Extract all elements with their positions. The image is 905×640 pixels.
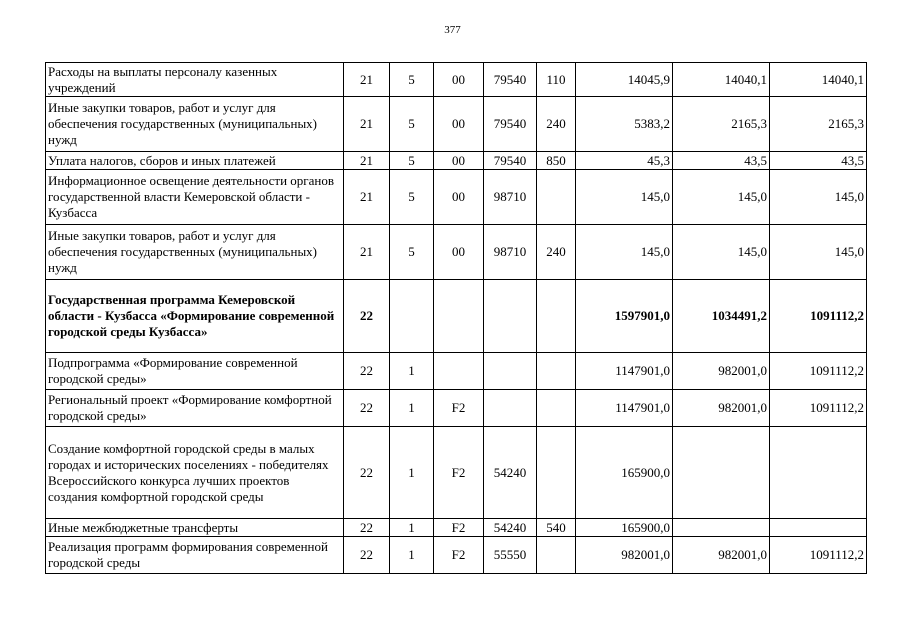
code-type: 850 [537,152,576,170]
table-row [46,225,867,280]
code-subprogram: 1 [390,390,434,427]
code-expense: 79540 [484,63,537,97]
code-direction: 00 [434,225,484,280]
code-type [537,390,576,427]
code-subprogram [390,280,434,353]
value-year-2: 43,5 [673,152,770,170]
row-name: Создание комфортной городской среды в малых городах и исторических поселениях - победителях Всероссийского конкурса лучших проектов создания комфортной городской среды [46,427,344,519]
value-year-2: 145,0 [673,225,770,280]
value-year-2 [673,427,770,519]
table-row [46,427,867,519]
row-name: Информационное освещение деятельности органов государственной власти Кемеровской области - Кузбасса [46,170,344,225]
value-year-3: 43,5 [770,152,867,170]
row-name: Иные межбюджетные трансферты [46,519,344,537]
value-year-1: 5383,2 [576,97,673,152]
value-year-3: 1091112,2 [770,390,867,427]
table-row [46,537,867,574]
code-subprogram: 1 [390,353,434,390]
code-subprogram: 1 [390,519,434,537]
code-type [537,537,576,574]
code-direction: F2 [434,390,484,427]
code-type [537,280,576,353]
value-year-3: 145,0 [770,170,867,225]
code-program: 22 [344,537,390,574]
code-type [537,427,576,519]
code-subprogram: 5 [390,152,434,170]
row-name: Подпрограмма «Формирование современной городской среды» [46,353,344,390]
code-expense: 79540 [484,152,537,170]
code-direction: 00 [434,170,484,225]
value-year-1: 982001,0 [576,537,673,574]
budget-table [45,62,867,574]
table-row [46,519,867,537]
code-type: 540 [537,519,576,537]
code-program: 21 [344,152,390,170]
value-year-2: 145,0 [673,170,770,225]
value-year-3: 1091112,2 [770,353,867,390]
code-expense: 79540 [484,97,537,152]
code-expense: 55550 [484,537,537,574]
code-type: 240 [537,97,576,152]
value-year-2: 1034491,2 [673,280,770,353]
row-name: Иные закупки товаров, работ и услуг для обеспечения государственных (муниципальных) нужд [46,97,344,152]
value-year-1: 45,3 [576,152,673,170]
value-year-2: 982001,0 [673,537,770,574]
code-program: 21 [344,63,390,97]
value-year-1: 145,0 [576,170,673,225]
code-expense: 98710 [484,225,537,280]
row-name: Расходы на выплаты персоналу казенных учреждений [46,63,344,97]
code-direction: 00 [434,63,484,97]
table-row [46,170,867,225]
row-name: Региональный проект «Формирование комфортной городской среды» [46,390,344,427]
code-type [537,353,576,390]
value-year-1: 165900,0 [576,427,673,519]
code-subprogram: 5 [390,97,434,152]
code-program: 22 [344,519,390,537]
table-row [46,280,867,353]
code-type: 110 [537,63,576,97]
code-program: 22 [344,427,390,519]
code-program: 22 [344,353,390,390]
code-program: 21 [344,170,390,225]
value-year-1: 1147901,0 [576,353,673,390]
row-name: Уплата налогов, сборов и иных платежей [46,152,344,170]
code-direction [434,353,484,390]
code-direction: F2 [434,427,484,519]
code-subprogram: 5 [390,170,434,225]
value-year-3: 145,0 [770,225,867,280]
value-year-1: 1147901,0 [576,390,673,427]
code-subprogram: 1 [390,427,434,519]
value-year-2: 982001,0 [673,353,770,390]
code-program: 22 [344,390,390,427]
code-direction: F2 [434,537,484,574]
code-expense [484,390,537,427]
value-year-2: 2165,3 [673,97,770,152]
code-program: 21 [344,97,390,152]
value-year-2: 14040,1 [673,63,770,97]
code-expense: 54240 [484,519,537,537]
code-subprogram: 5 [390,225,434,280]
value-year-3: 14040,1 [770,63,867,97]
row-name: Государственная программа Кемеровской области - Кузбасса «Формирование современной городской среды Кузбасса» [46,280,344,353]
budget-table-body [46,63,867,574]
value-year-1: 145,0 [576,225,673,280]
table-row [46,152,867,170]
value-year-3 [770,519,867,537]
value-year-1: 14045,9 [576,63,673,97]
table-row [46,97,867,152]
row-name: Иные закупки товаров, работ и услуг для обеспечения государственных (муниципальных) нужд [46,225,344,280]
code-program: 21 [344,225,390,280]
value-year-3: 1091112,2 [770,537,867,574]
code-expense [484,353,537,390]
table-row [46,353,867,390]
value-year-2 [673,519,770,537]
code-subprogram: 5 [390,63,434,97]
code-type: 240 [537,225,576,280]
code-expense: 98710 [484,170,537,225]
table-row [46,63,867,97]
value-year-3 [770,427,867,519]
code-type [537,170,576,225]
value-year-1: 1597901,0 [576,280,673,353]
table-row [46,390,867,427]
code-program: 22 [344,280,390,353]
page-number: 377 [444,24,461,36]
code-subprogram: 1 [390,537,434,574]
row-name: Реализация программ формирования современной городской среды [46,537,344,574]
value-year-3: 1091112,2 [770,280,867,353]
code-direction [434,280,484,353]
code-direction: 00 [434,97,484,152]
value-year-2: 982001,0 [673,390,770,427]
code-expense: 54240 [484,427,537,519]
code-expense [484,280,537,353]
value-year-1: 165900,0 [576,519,673,537]
code-direction: F2 [434,519,484,537]
value-year-3: 2165,3 [770,97,867,152]
code-direction: 00 [434,152,484,170]
